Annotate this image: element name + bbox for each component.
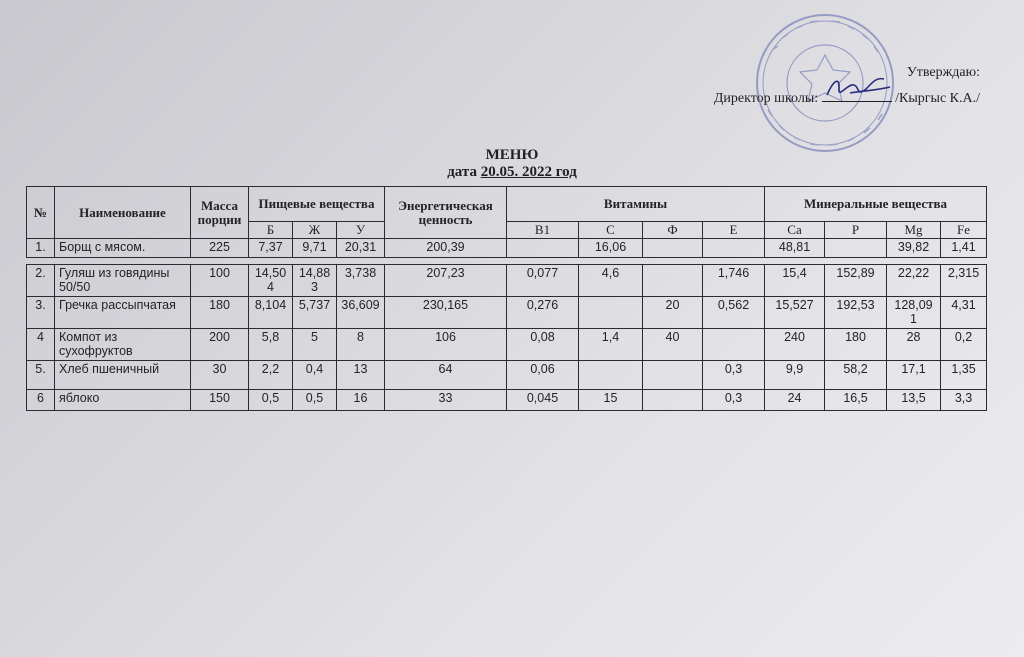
cell-fe: 2,315 [941, 265, 987, 297]
signature-line [822, 87, 892, 102]
subheader-p: P [825, 222, 887, 239]
cell-mg: 13,5 [887, 390, 941, 411]
cell-name: яблоко [55, 390, 191, 411]
director-label: Директор школы: [713, 91, 819, 106]
cell-c [579, 361, 643, 390]
cell-fe: 1,35 [941, 361, 987, 390]
table-header-row [27, 187, 987, 222]
header-nutrients: Пищевые вещества [249, 187, 385, 222]
signature-icon [824, 73, 892, 103]
cell-u: 20,31 [337, 239, 385, 258]
cell-zh: 14,883 [293, 265, 337, 297]
cell-b: 5,8 [249, 329, 293, 361]
subheader-u: У [337, 222, 385, 239]
document-title: МЕНЮ [485, 147, 539, 163]
cell-p [825, 239, 887, 258]
cell-mg: 17,1 [887, 361, 941, 390]
cell-b: 2,2 [249, 361, 293, 390]
director-name: /Кыргыс К.А./ [895, 91, 980, 106]
cell-ca: 24 [765, 390, 825, 411]
cell-u: 13 [337, 361, 385, 390]
cell-mass: 150 [191, 390, 249, 411]
table-row [27, 361, 987, 390]
table-row [27, 329, 987, 361]
cell-fe: 4,31 [941, 297, 987, 329]
cell-energy: 106 [385, 329, 507, 361]
cell-fe: 3,3 [941, 390, 987, 411]
cell-mass: 30 [191, 361, 249, 390]
subheader-f: Ф [643, 222, 703, 239]
cell-b: 14,504 [249, 265, 293, 297]
cell-energy: 33 [385, 390, 507, 411]
cell-c: 16,06 [579, 239, 643, 258]
cell-b: 0,5 [249, 390, 293, 411]
cell-num: 2. [27, 265, 55, 297]
cell-fe: 1,41 [941, 239, 987, 258]
cell-ca: 15,4 [765, 265, 825, 297]
cell-e [703, 329, 765, 361]
cell-e [703, 239, 765, 258]
header-energy: Энергетическая ценность [385, 187, 507, 239]
header-minerals: Минеральные вещества [765, 187, 987, 222]
date-value: 20.05. 2022 год [480, 164, 577, 180]
cell-ca: 15,527 [765, 297, 825, 329]
cell-zh: 5,737 [293, 297, 337, 329]
cell-b1 [507, 239, 579, 258]
cell-p: 192,53 [825, 297, 887, 329]
cell-num: 5. [27, 361, 55, 390]
cell-zh: 9,71 [293, 239, 337, 258]
subheader-b1: B1 [507, 222, 579, 239]
row-gap [27, 258, 987, 265]
table-row [27, 390, 987, 411]
cell-num: 4 [27, 329, 55, 361]
cell-fe: 0,2 [941, 329, 987, 361]
cell-b1: 0,077 [507, 265, 579, 297]
cell-ca: 9,9 [765, 361, 825, 390]
cell-ca: 48,81 [765, 239, 825, 258]
cell-e: 0,562 [703, 297, 765, 329]
cell-num: 3. [27, 297, 55, 329]
cell-name: Хлеб пшеничный [55, 361, 191, 390]
cell-c [579, 297, 643, 329]
director-line [714, 86, 980, 112]
cell-b1: 0,06 [507, 361, 579, 390]
date-label: дата [447, 164, 477, 180]
cell-u: 36,609 [337, 297, 385, 329]
menu-table [26, 186, 987, 411]
cell-mg: 28 [887, 329, 941, 361]
cell-num: 6 [27, 390, 55, 411]
cell-f [643, 390, 703, 411]
cell-f [643, 239, 703, 258]
table-row [27, 297, 987, 329]
cell-f: 40 [643, 329, 703, 361]
document-date [0, 163, 1024, 181]
cell-ca: 240 [765, 329, 825, 361]
subheader-fe: Fe [941, 222, 987, 239]
cell-c: 4,6 [579, 265, 643, 297]
table-row [27, 239, 987, 258]
cell-f: 20 [643, 297, 703, 329]
approval-label: Утверждаю: [906, 65, 980, 80]
cell-energy: 230,165 [385, 297, 507, 329]
header-mass: Масса порции [191, 187, 249, 239]
cell-b1: 0,045 [507, 390, 579, 411]
cell-energy: 64 [385, 361, 507, 390]
cell-e: 0,3 [703, 390, 765, 411]
cell-name: Гуляш из говядины 50/50 [55, 265, 191, 297]
cell-mass: 225 [191, 239, 249, 258]
cell-zh: 5 [293, 329, 337, 361]
cell-mass: 200 [191, 329, 249, 361]
approval-block [714, 60, 980, 112]
cell-mass: 100 [191, 265, 249, 297]
header-name: Наименование [55, 187, 191, 239]
subheader-e: E [703, 222, 765, 239]
cell-f [643, 361, 703, 390]
cell-u: 8 [337, 329, 385, 361]
cell-e: 1,746 [703, 265, 765, 297]
cell-energy: 200,39 [385, 239, 507, 258]
cell-num: 1. [27, 239, 55, 258]
cell-b1: 0,276 [507, 297, 579, 329]
subheader-mg: Mg [887, 222, 941, 239]
cell-p: 16,5 [825, 390, 887, 411]
cell-b: 7,37 [249, 239, 293, 258]
cell-p: 180 [825, 329, 887, 361]
cell-c: 15 [579, 390, 643, 411]
cell-name: Компот из сухофруктов [55, 329, 191, 361]
cell-zh: 0,5 [293, 390, 337, 411]
cell-mass: 180 [191, 297, 249, 329]
cell-p: 58,2 [825, 361, 887, 390]
cell-name: Борщ с мясом. [55, 239, 191, 258]
cell-b: 8,104 [249, 297, 293, 329]
subheader-zh: Ж [293, 222, 337, 239]
cell-c: 1,4 [579, 329, 643, 361]
cell-name: Гречка рассыпчатая [55, 297, 191, 329]
cell-p: 152,89 [825, 265, 887, 297]
header-vitamins: Витамины [507, 187, 765, 222]
subheader-ca: Ca [765, 222, 825, 239]
cell-zh: 0,4 [293, 361, 337, 390]
cell-u: 16 [337, 390, 385, 411]
cell-e: 0,3 [703, 361, 765, 390]
header-num: № [27, 187, 55, 239]
cell-mg: 39,82 [887, 239, 941, 258]
cell-energy: 207,23 [385, 265, 507, 297]
subheader-c: C [579, 222, 643, 239]
cell-f [643, 265, 703, 297]
cell-mg: 128,091 [887, 297, 941, 329]
cell-u: 3,738 [337, 265, 385, 297]
row-gap-cell [27, 258, 987, 265]
cell-mg: 22,22 [887, 265, 941, 297]
subheader-b: Б [249, 222, 293, 239]
table-row [27, 265, 987, 297]
cell-b1: 0,08 [507, 329, 579, 361]
